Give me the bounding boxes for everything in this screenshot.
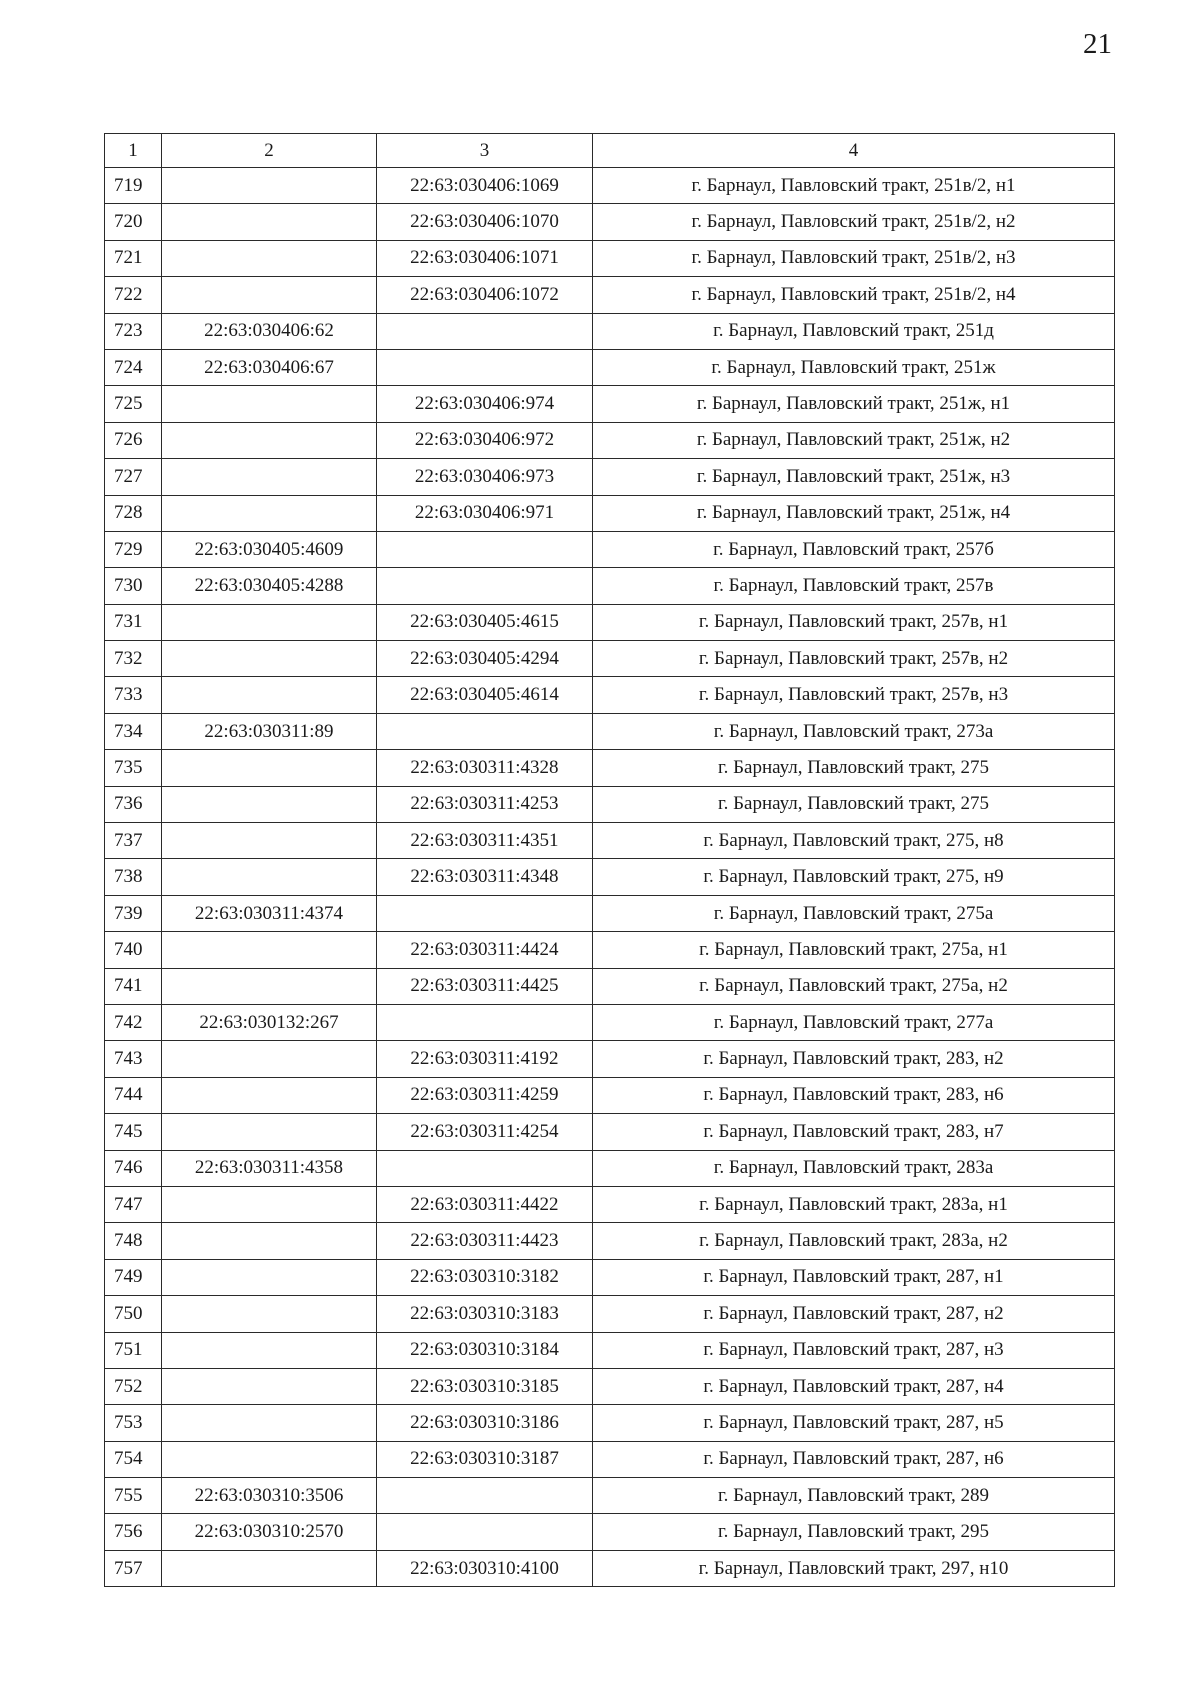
row-number-cell: 753 [105, 1405, 162, 1441]
sub-cadastral-number-cell: 22:63:030405:4614 [377, 677, 593, 713]
cadastral-number-cell [162, 422, 377, 458]
cadastral-number-cell [162, 750, 377, 786]
address-cell: г. Барнаул, Павловский тракт, 289 [593, 1478, 1115, 1514]
header-row [105, 134, 1115, 168]
cadastral-number-cell [162, 1223, 377, 1259]
cadastral-number-cell [162, 859, 377, 895]
table-row [105, 1478, 1115, 1514]
cadastral-number-cell [162, 1368, 377, 1404]
address-cell: г. Барнаул, Павловский тракт, 251ж, н1 [593, 386, 1115, 422]
address-cell: г. Барнаул, Павловский тракт, 295 [593, 1514, 1115, 1550]
sub-cadastral-number-cell: 22:63:030310:3185 [377, 1368, 593, 1404]
table-row [105, 568, 1115, 604]
table-row [105, 1368, 1115, 1404]
cadastral-number-cell [162, 1259, 377, 1295]
cadastral-number-cell [162, 823, 377, 859]
table-row [105, 1332, 1115, 1368]
table-row [105, 1441, 1115, 1477]
address-cell: г. Барнаул, Павловский тракт, 251в/2, н3 [593, 240, 1115, 276]
cadastral-number-cell: 22:63:030406:62 [162, 313, 377, 349]
row-number-cell: 734 [105, 713, 162, 749]
address-cell: г. Барнаул, Павловский тракт, 287, н3 [593, 1332, 1115, 1368]
address-cell: г. Барнаул, Павловский тракт, 251в/2, н2 [593, 204, 1115, 240]
table-row [105, 349, 1115, 385]
row-number-cell: 754 [105, 1441, 162, 1477]
table-row [105, 1405, 1115, 1441]
row-number-cell: 757 [105, 1550, 162, 1586]
address-cell: г. Барнаул, Павловский тракт, 287, н6 [593, 1441, 1115, 1477]
page-number: 21 [1083, 28, 1112, 60]
sub-cadastral-number-cell: 22:63:030310:3184 [377, 1332, 593, 1368]
sub-cadastral-number-cell [377, 531, 593, 567]
row-number-cell: 752 [105, 1368, 162, 1404]
address-cell: г. Барнаул, Павловский тракт, 251д [593, 313, 1115, 349]
cadastral-number-cell [162, 968, 377, 1004]
sub-cadastral-number-cell: 22:63:030406:974 [377, 386, 593, 422]
address-cell: г. Барнаул, Павловский тракт, 275 [593, 786, 1115, 822]
row-number-cell: 732 [105, 641, 162, 677]
sub-cadastral-number-cell [377, 1004, 593, 1040]
sub-cadastral-number-cell [377, 1150, 593, 1186]
cadastral-number-cell [162, 277, 377, 313]
sub-cadastral-number-cell: 22:63:030311:4259 [377, 1077, 593, 1113]
table-row [105, 859, 1115, 895]
cadastral-number-cell [162, 168, 377, 204]
address-cell: г. Барнаул, Павловский тракт, 251в/2, н4 [593, 277, 1115, 313]
table-row [105, 531, 1115, 567]
row-number-cell: 720 [105, 204, 162, 240]
address-cell: г. Барнаул, Павловский тракт, 257в, н1 [593, 604, 1115, 640]
row-number-cell: 751 [105, 1332, 162, 1368]
table-row [105, 641, 1115, 677]
row-number-cell: 739 [105, 895, 162, 931]
table-row [105, 895, 1115, 931]
sub-cadastral-number-cell [377, 895, 593, 931]
address-cell: г. Барнаул, Павловский тракт, 257в [593, 568, 1115, 604]
table-row [105, 1514, 1115, 1550]
address-cell: г. Барнаул, Павловский тракт, 257в, н2 [593, 641, 1115, 677]
sub-cadastral-number-cell: 22:63:030310:3187 [377, 1441, 593, 1477]
sub-cadastral-number-cell [377, 313, 593, 349]
row-number-cell: 737 [105, 823, 162, 859]
row-number-cell: 729 [105, 531, 162, 567]
sub-cadastral-number-cell [377, 568, 593, 604]
sub-cadastral-number-cell: 22:63:030406:1070 [377, 204, 593, 240]
row-number-cell: 721 [105, 240, 162, 276]
address-cell: г. Барнаул, Павловский тракт, 275а, н1 [593, 932, 1115, 968]
row-number-cell: 735 [105, 750, 162, 786]
row-number-cell: 724 [105, 349, 162, 385]
row-number-cell: 727 [105, 459, 162, 495]
sub-cadastral-number-cell [377, 349, 593, 385]
sub-cadastral-number-cell: 22:63:030406:973 [377, 459, 593, 495]
sub-cadastral-number-cell: 22:63:030310:3186 [377, 1405, 593, 1441]
sub-cadastral-number-cell: 22:63:030311:4424 [377, 932, 593, 968]
cadastral-number-cell: 22:63:030405:4609 [162, 531, 377, 567]
row-number-cell: 749 [105, 1259, 162, 1295]
row-number-cell: 738 [105, 859, 162, 895]
address-cell: г. Барнаул, Павловский тракт, 283а, н1 [593, 1186, 1115, 1222]
address-cell: г. Барнаул, Павловский тракт, 275 [593, 750, 1115, 786]
registry-table [104, 133, 1115, 1587]
table-row [105, 1077, 1115, 1113]
address-cell: г. Барнаул, Павловский тракт, 283, н2 [593, 1041, 1115, 1077]
sub-cadastral-number-cell: 22:63:030406:1069 [377, 168, 593, 204]
sub-cadastral-number-cell: 22:63:030406:972 [377, 422, 593, 458]
cadastral-number-cell [162, 204, 377, 240]
cadastral-number-cell [162, 1114, 377, 1150]
row-number-cell: 756 [105, 1514, 162, 1550]
cadastral-number-cell [162, 1405, 377, 1441]
table-row [105, 240, 1115, 276]
cadastral-number-cell [162, 677, 377, 713]
sub-cadastral-number-cell [377, 1514, 593, 1550]
address-cell: г. Барнаул, Павловский тракт, 283, н7 [593, 1114, 1115, 1150]
cadastral-number-cell: 22:63:030311:4374 [162, 895, 377, 931]
row-number-cell: 736 [105, 786, 162, 822]
cadastral-number-cell [162, 1332, 377, 1368]
cadastral-number-cell [162, 786, 377, 822]
address-cell: г. Барнаул, Павловский тракт, 287, н4 [593, 1368, 1115, 1404]
sub-cadastral-number-cell [377, 1478, 593, 1514]
sub-cadastral-number-cell: 22:63:030405:4294 [377, 641, 593, 677]
table-row [105, 750, 1115, 786]
cadastral-number-cell [162, 1186, 377, 1222]
address-cell: г. Барнаул, Павловский тракт, 283, н6 [593, 1077, 1115, 1113]
cadastral-number-cell [162, 1441, 377, 1477]
row-number-cell: 755 [105, 1478, 162, 1514]
sub-cadastral-number-cell: 22:63:030310:4100 [377, 1550, 593, 1586]
row-number-cell: 742 [105, 1004, 162, 1040]
cadastral-number-cell [162, 1296, 377, 1332]
row-number-cell: 728 [105, 495, 162, 531]
table-row [105, 932, 1115, 968]
table-row [105, 495, 1115, 531]
table-row [105, 1150, 1115, 1186]
table-row [105, 823, 1115, 859]
sub-cadastral-number-cell: 22:63:030311:4348 [377, 859, 593, 895]
row-number-cell: 726 [105, 422, 162, 458]
table-row [105, 1004, 1115, 1040]
table-row [105, 1186, 1115, 1222]
table-body [105, 168, 1115, 1587]
row-number-cell: 740 [105, 932, 162, 968]
sub-cadastral-number-cell: 22:63:030405:4615 [377, 604, 593, 640]
table-row [105, 604, 1115, 640]
address-cell: г. Барнаул, Павловский тракт, 251ж, н4 [593, 495, 1115, 531]
sub-cadastral-number-cell: 22:63:030311:4253 [377, 786, 593, 822]
row-number-cell: 746 [105, 1150, 162, 1186]
table-row [105, 1114, 1115, 1150]
sub-cadastral-number-cell: 22:63:030311:4192 [377, 1041, 593, 1077]
address-cell: г. Барнаул, Павловский тракт, 287, н2 [593, 1296, 1115, 1332]
cadastral-number-cell [162, 1550, 377, 1586]
row-number-cell: 750 [105, 1296, 162, 1332]
row-number-cell: 745 [105, 1114, 162, 1150]
address-cell: г. Барнаул, Павловский тракт, 275а, н2 [593, 968, 1115, 1004]
row-number-cell: 744 [105, 1077, 162, 1113]
table-row [105, 386, 1115, 422]
table-row [105, 968, 1115, 1004]
sub-cadastral-number-cell: 22:63:030310:3183 [377, 1296, 593, 1332]
row-number-cell: 722 [105, 277, 162, 313]
cadastral-number-cell [162, 1077, 377, 1113]
row-number-cell: 747 [105, 1186, 162, 1222]
sub-cadastral-number-cell: 22:63:030311:4423 [377, 1223, 593, 1259]
table-row [105, 422, 1115, 458]
table-row [105, 168, 1115, 204]
cadastral-number-cell [162, 1041, 377, 1077]
row-number-cell: 719 [105, 168, 162, 204]
address-cell: г. Барнаул, Павловский тракт, 283а [593, 1150, 1115, 1186]
table-row [105, 277, 1115, 313]
address-cell: г. Барнаул, Павловский тракт, 287, н1 [593, 1259, 1115, 1295]
row-number-cell: 725 [105, 386, 162, 422]
table-row [105, 313, 1115, 349]
row-number-cell: 741 [105, 968, 162, 1004]
cadastral-number-cell: 22:63:030310:3506 [162, 1478, 377, 1514]
address-cell: г. Барнаул, Павловский тракт, 251ж, н3 [593, 459, 1115, 495]
cadastral-number-cell [162, 459, 377, 495]
address-cell: г. Барнаул, Павловский тракт, 273а [593, 713, 1115, 749]
table-row [105, 1296, 1115, 1332]
table-row [105, 459, 1115, 495]
address-cell: г. Барнаул, Павловский тракт, 297, н10 [593, 1550, 1115, 1586]
row-number-cell: 733 [105, 677, 162, 713]
row-number-cell: 730 [105, 568, 162, 604]
row-number-cell: 743 [105, 1041, 162, 1077]
table-row [105, 677, 1115, 713]
sub-cadastral-number-cell: 22:63:030311:4254 [377, 1114, 593, 1150]
sub-cadastral-number-cell: 22:63:030311:4425 [377, 968, 593, 1004]
sub-cadastral-number-cell: 22:63:030310:3182 [377, 1259, 593, 1295]
cadastral-number-cell: 22:63:030310:2570 [162, 1514, 377, 1550]
sub-cadastral-number-cell: 22:63:030311:4422 [377, 1186, 593, 1222]
cadastral-number-cell [162, 604, 377, 640]
column-header-4: 4 [593, 134, 1115, 168]
address-cell: г. Барнаул, Павловский тракт, 275а [593, 895, 1115, 931]
table-row [105, 786, 1115, 822]
row-number-cell: 723 [105, 313, 162, 349]
sub-cadastral-number-cell: 22:63:030406:1072 [377, 277, 593, 313]
cadastral-number-cell [162, 240, 377, 276]
column-header-1: 1 [105, 134, 162, 168]
address-cell: г. Барнаул, Павловский тракт, 257в, н3 [593, 677, 1115, 713]
table-row [105, 204, 1115, 240]
table-row [105, 1259, 1115, 1295]
address-cell: г. Барнаул, Павловский тракт, 283а, н2 [593, 1223, 1115, 1259]
address-cell: г. Барнаул, Павловский тракт, 275, н8 [593, 823, 1115, 859]
column-header-2: 2 [162, 134, 377, 168]
cadastral-number-cell: 22:63:030406:67 [162, 349, 377, 385]
sub-cadastral-number-cell: 22:63:030406:971 [377, 495, 593, 531]
table-row [105, 1041, 1115, 1077]
cadastral-number-cell: 22:63:030311:89 [162, 713, 377, 749]
row-number-cell: 731 [105, 604, 162, 640]
address-cell: г. Барнаул, Павловский тракт, 251в/2, н1 [593, 168, 1115, 204]
address-cell: г. Барнаул, Павловский тракт, 257б [593, 531, 1115, 567]
column-header-3: 3 [377, 134, 593, 168]
cadastral-number-cell [162, 932, 377, 968]
address-cell: г. Барнаул, Павловский тракт, 275, н9 [593, 859, 1115, 895]
table-header [105, 134, 1115, 168]
cadastral-number-cell [162, 386, 377, 422]
cadastral-number-cell: 22:63:030311:4358 [162, 1150, 377, 1186]
table-row [105, 1550, 1115, 1586]
address-cell: г. Барнаул, Павловский тракт, 251ж, н2 [593, 422, 1115, 458]
address-cell: г. Барнаул, Павловский тракт, 277а [593, 1004, 1115, 1040]
table-row [105, 713, 1115, 749]
row-number-cell: 748 [105, 1223, 162, 1259]
sub-cadastral-number-cell [377, 713, 593, 749]
cadastral-number-cell [162, 641, 377, 677]
address-cell: г. Барнаул, Павловский тракт, 287, н5 [593, 1405, 1115, 1441]
sub-cadastral-number-cell: 22:63:030311:4328 [377, 750, 593, 786]
sub-cadastral-number-cell: 22:63:030406:1071 [377, 240, 593, 276]
cadastral-number-cell: 22:63:030405:4288 [162, 568, 377, 604]
sub-cadastral-number-cell: 22:63:030311:4351 [377, 823, 593, 859]
table-row [105, 1223, 1115, 1259]
cadastral-number-cell: 22:63:030132:267 [162, 1004, 377, 1040]
address-cell: г. Барнаул, Павловский тракт, 251ж [593, 349, 1115, 385]
cadastral-number-cell [162, 495, 377, 531]
